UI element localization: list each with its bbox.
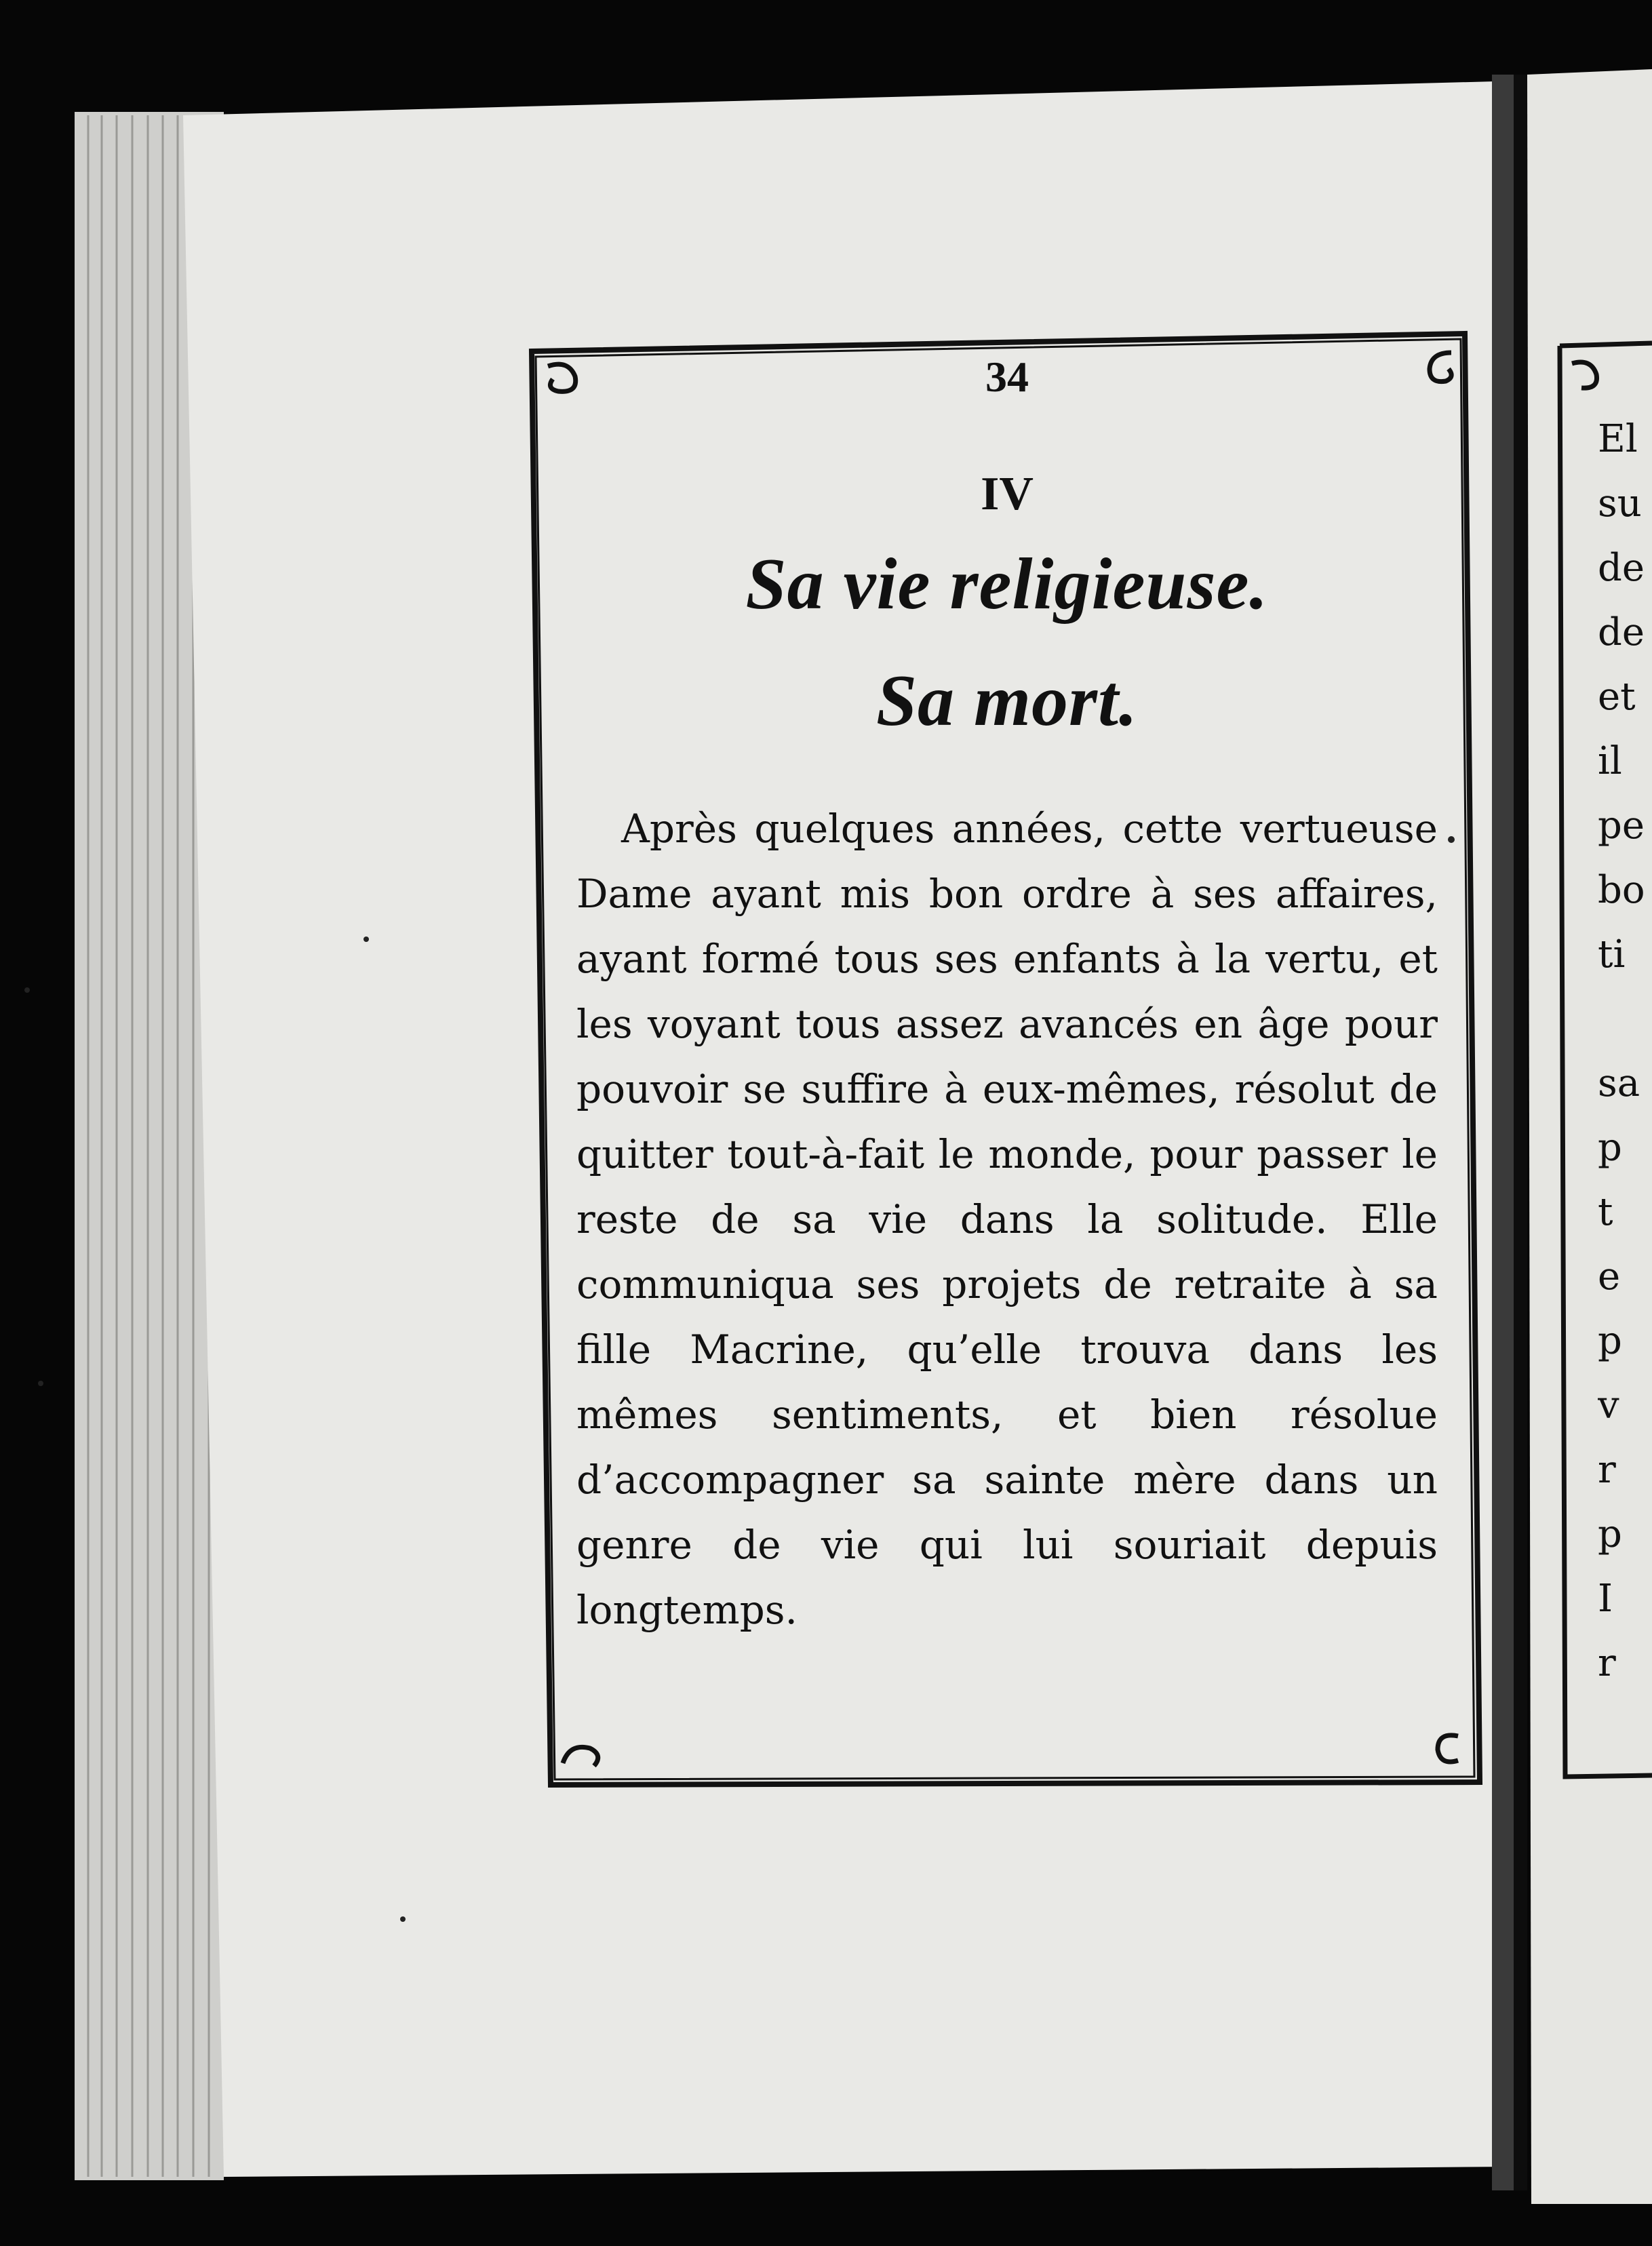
text-frame	[532, 338, 1480, 1782]
facing-page-fragment: il	[1598, 739, 1622, 783]
facing-page-fragment: El	[1598, 417, 1638, 461]
chapter-title: Sa vie religieuse.	[745, 544, 1269, 625]
facing-page-fragment: et	[1598, 675, 1636, 719]
facing-page-fragment: ti	[1598, 932, 1626, 977]
facing-page-fragment: r	[1598, 1448, 1616, 1492]
page-number: 34	[985, 353, 1029, 401]
facing-page-fragment: sa	[1598, 1061, 1640, 1105]
facing-page-fragment: p	[1598, 1126, 1622, 1170]
facing-page-fragment: su	[1598, 481, 1642, 526]
facing-page-fragment: pe	[1598, 804, 1645, 848]
body-paragraph: Après quelques années, cette vertueuse Dame ayant mis bon ordre à ses affaires, ayant formé tous ses enfants à la vertu, et les voyant tous assez avancés en âge pour pouvoir se suffire à eux-mêmes, résolut de quitter tout-à-fait le monde, pour passer le reste de sa vie dans la solitude. Elle communiqua ses projets de retraite à sa fille Macrine, qu’elle trouva dans les mêmes sentiments, et bien résolue d’accompagner sa sainte mère dans un genre de vie qui lui souriait depuis longtemps.	[576, 806, 1438, 1633]
facing-page-fragment: v	[1598, 1383, 1619, 1427]
facing-page-fragment: de	[1598, 546, 1645, 590]
facing-page-fragment: r	[1598, 1641, 1616, 1685]
facing-page-text	[1598, 407, 1652, 1695]
chapter-subtitle: Sa mort.	[876, 661, 1139, 741]
facing-page-fragment: de	[1598, 610, 1645, 654]
facing-page-fragment: bo	[1598, 868, 1645, 912]
facing-page-fragment: e	[1598, 1255, 1621, 1299]
facing-page-fragment: I	[1598, 1577, 1613, 1621]
facing-page-fragment: p	[1598, 1319, 1622, 1363]
facing-page-fragment: t	[1598, 1190, 1613, 1234]
facing-page-fragment	[1598, 987, 1652, 1051]
chapter-number: IV	[981, 468, 1034, 520]
facing-page-fragment: p	[1598, 1512, 1622, 1556]
